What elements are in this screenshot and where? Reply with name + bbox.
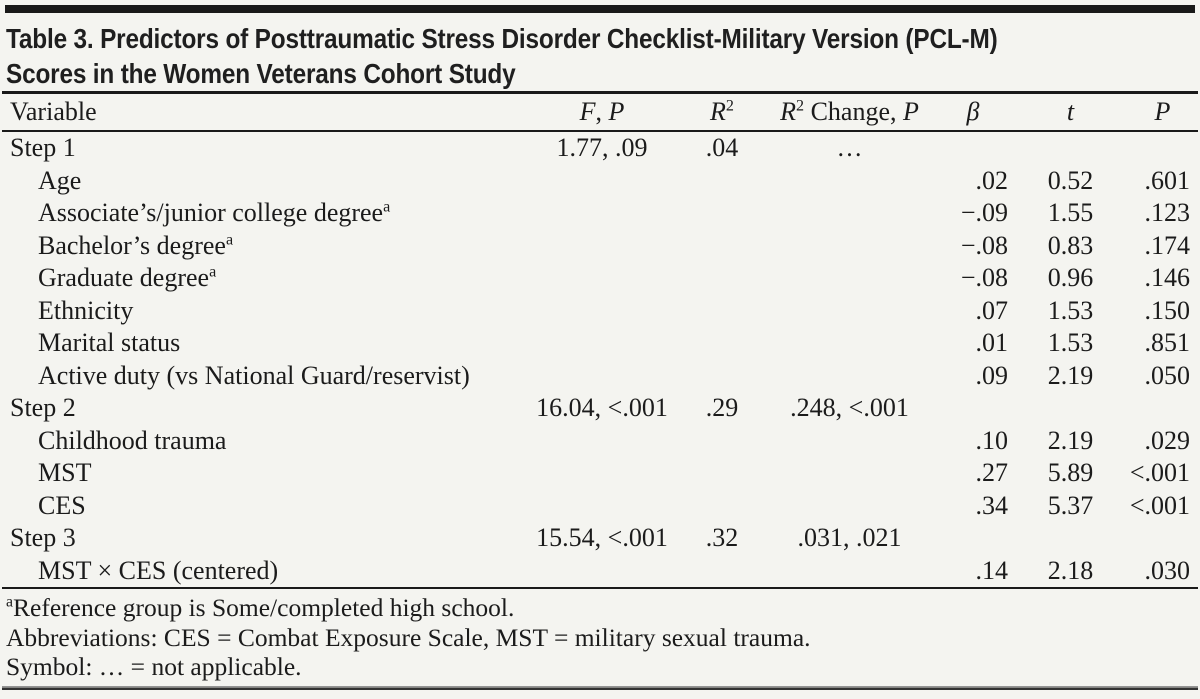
cell-t: 0.52 <box>1047 165 1094 195</box>
cell-p: .851 <box>1144 328 1190 358</box>
cell-t: 5.37 <box>1047 490 1094 520</box>
cell-r2 <box>677 425 767 458</box>
cell-r2 <box>677 360 767 393</box>
cell-r2 <box>677 262 767 295</box>
cell-beta: .01 <box>975 328 1008 358</box>
cell-fp <box>527 360 677 393</box>
cell-r2 <box>677 327 767 360</box>
column-header-t <box>1014 93 1127 132</box>
table-top-rule <box>5 5 1195 13</box>
cell-fp <box>527 425 677 458</box>
cell-fp <box>527 555 677 589</box>
table-bottom-rule <box>2 686 1198 690</box>
predictor-row <box>2 165 1198 198</box>
text-segment: , <box>595 97 609 126</box>
cell-t <box>1014 522 1127 555</box>
cell-r2 <box>677 197 767 230</box>
cell-beta: .10 <box>975 425 1008 455</box>
column-header-p <box>1127 93 1198 132</box>
text-segment: Graduate degree <box>38 263 210 293</box>
text-segment: Change, <box>804 97 903 126</box>
table-body <box>2 131 1198 588</box>
cell-beta: .27 <box>975 458 1008 488</box>
cell-variable <box>2 262 527 295</box>
predictor-row <box>2 197 1198 230</box>
text-segment: Reference group is Some/completed high school. <box>13 593 515 622</box>
cell-variable <box>2 197 527 230</box>
footnote-line <box>6 623 811 653</box>
cell-p: .150 <box>1144 295 1190 325</box>
text-segment: R <box>710 97 726 126</box>
cell-t: 2.19 <box>1047 425 1094 455</box>
text-segment: Associate’s/junior college degree <box>38 198 384 228</box>
cell-p <box>1127 392 1198 425</box>
cell-beta <box>932 131 1014 165</box>
cell-beta: .14 <box>932 555 1014 589</box>
cell-r2 <box>677 165 767 198</box>
text-segment: F <box>579 97 596 126</box>
cell-beta: .34 <box>975 490 1008 520</box>
cell-variable <box>2 295 527 328</box>
predictor-row <box>2 490 1198 523</box>
cell-t <box>1014 131 1127 165</box>
cell-r2c <box>767 457 932 490</box>
cell-r2c <box>767 490 932 523</box>
text-segment: Variable <box>10 97 97 126</box>
cell-r2 <box>677 230 767 263</box>
cell-t: 5.89 <box>1047 458 1094 488</box>
cell-fp <box>527 230 677 263</box>
cell-r2c: … <box>836 133 863 163</box>
cell-beta: −.08 <box>960 263 1008 293</box>
cell-t: 1.53 <box>1047 328 1094 358</box>
cell-beta: .09 <box>975 360 1008 390</box>
cell-r2 <box>677 555 767 589</box>
cell-fp <box>527 490 677 523</box>
cell-fp <box>527 165 677 198</box>
predictor-row <box>2 555 1198 589</box>
cell-variable <box>2 392 527 425</box>
cell-beta: .07 <box>975 295 1008 325</box>
superscript: a <box>225 231 234 249</box>
text-segment: Ethnicity <box>38 295 134 325</box>
cell-fp <box>527 327 677 360</box>
cell-variable <box>2 425 527 458</box>
cell-r2: .29 <box>705 393 739 423</box>
cell-r2c <box>767 165 932 198</box>
cell-beta: −.09 <box>960 198 1008 228</box>
predictors-table <box>2 91 1198 589</box>
superscript: 2 <box>796 97 805 115</box>
text-segment: Childhood trauma <box>38 425 227 455</box>
text-segment: MST × CES (centered) <box>38 555 279 585</box>
cell-r2: .04 <box>705 133 739 163</box>
cell-r2: .32 <box>705 523 739 553</box>
text-segment: P <box>902 97 919 126</box>
cell-t: 0.96 <box>1047 263 1094 293</box>
superscript: a <box>6 593 14 611</box>
table-title-line-2: Scores in the Women Veterans Cohort Study <box>6 58 516 89</box>
superscript: 2 <box>725 97 734 115</box>
cell-r2c: .248, <.001 <box>790 393 909 423</box>
cell-beta: −.08 <box>960 230 1008 260</box>
predictor-row <box>2 425 1198 458</box>
cell-r2c <box>767 360 932 393</box>
cell-fp: 1.77, .09 <box>556 133 648 163</box>
cell-t: 2.19 <box>1047 360 1094 390</box>
cell-p: .029 <box>1144 425 1190 455</box>
cell-t: 2.18 <box>1014 555 1127 589</box>
text-segment: P <box>1154 97 1171 126</box>
cell-r2c <box>767 197 932 230</box>
text-segment: Step 1 <box>10 133 76 163</box>
cell-p <box>1127 131 1198 165</box>
cell-p: .123 <box>1144 198 1190 228</box>
text-segment: Marital status <box>38 328 181 358</box>
cell-fp <box>527 262 677 295</box>
cell-beta <box>932 392 1014 425</box>
cell-r2c <box>767 425 932 458</box>
text-segment: t <box>1066 97 1075 126</box>
cell-r2 <box>677 457 767 490</box>
text-segment: MST <box>38 458 92 488</box>
text-segment: Symbol: … = not applicable. <box>6 652 302 681</box>
cell-r2c <box>767 230 932 263</box>
cell-t: 1.55 <box>1047 198 1094 228</box>
table-title-line-1: Table 3. Predictors of Posttraumatic Stress Disorder Checklist-Military Version (PCL-M) <box>6 23 998 54</box>
superscript: a <box>383 198 391 216</box>
cell-variable <box>2 490 527 523</box>
cell-variable <box>2 522 527 555</box>
cell-r2c <box>767 555 932 589</box>
text-segment: P <box>608 97 625 126</box>
cell-variable <box>2 360 527 393</box>
predictor-row <box>2 262 1198 295</box>
footnote-line <box>6 652 811 682</box>
cell-p: .146 <box>1144 263 1190 293</box>
cell-r2 <box>677 490 767 523</box>
cell-p: .030 <box>1127 555 1198 589</box>
table-header <box>2 93 1198 132</box>
table-title <box>6 21 1146 91</box>
cell-fp <box>527 295 677 328</box>
cell-beta: .02 <box>975 165 1008 195</box>
cell-p: .601 <box>1144 165 1190 195</box>
table-footnotes <box>6 593 811 682</box>
cell-r2c: .031, .021 <box>797 523 902 553</box>
predictor-row <box>2 457 1198 490</box>
cell-r2 <box>677 295 767 328</box>
cell-r2c <box>767 327 932 360</box>
footnote-line <box>6 593 811 623</box>
cell-variable <box>2 230 527 263</box>
predictor-row <box>2 230 1198 263</box>
text-segment: Active duty (vs National Guard/reservist) <box>38 360 470 390</box>
cell-variable <box>2 555 527 589</box>
column-header-r2 <box>677 93 767 132</box>
cell-variable <box>2 165 527 198</box>
step-row <box>2 131 1198 165</box>
predictor-row <box>2 295 1198 328</box>
cell-p: <.001 <box>1129 490 1190 520</box>
predictor-row <box>2 327 1198 360</box>
table-header-row <box>2 93 1198 132</box>
cell-variable <box>2 131 527 165</box>
step-row <box>2 392 1198 425</box>
cell-fp <box>527 197 677 230</box>
column-header-var <box>2 93 527 132</box>
cell-beta <box>932 522 1014 555</box>
cell-fp: 16.04, <.001 <box>536 393 668 423</box>
cell-p: .174 <box>1144 230 1190 260</box>
cell-t: 0.83 <box>1047 230 1094 260</box>
cell-variable <box>2 457 527 490</box>
text-segment: R <box>780 97 796 126</box>
cell-t <box>1014 392 1127 425</box>
column-header-beta <box>932 93 1014 132</box>
text-segment: Step 2 <box>10 393 76 423</box>
text-segment: Step 3 <box>10 523 76 553</box>
text-segment: Age <box>38 165 82 195</box>
predictor-row <box>2 360 1198 393</box>
cell-p: .050 <box>1144 360 1190 390</box>
cell-fp <box>527 457 677 490</box>
cell-fp: 15.54, <.001 <box>536 523 668 553</box>
cell-p: <.001 <box>1129 458 1190 488</box>
text-segment: Abbreviations: CES = Combat Exposure Scale, MST = military sexual trauma. <box>6 622 811 652</box>
cell-p <box>1127 522 1198 555</box>
text-segment: β <box>966 97 980 126</box>
step-row <box>2 522 1198 555</box>
cell-r2c <box>767 262 932 295</box>
cell-t: 1.53 <box>1047 295 1094 325</box>
column-header-r2c <box>767 93 932 132</box>
cell-variable <box>2 327 527 360</box>
text-segment: Bachelor’s degree <box>38 230 226 260</box>
superscript: a <box>209 263 217 281</box>
column-header-fp <box>527 93 677 132</box>
text-segment: CES <box>38 490 86 520</box>
cell-r2c <box>767 295 932 328</box>
